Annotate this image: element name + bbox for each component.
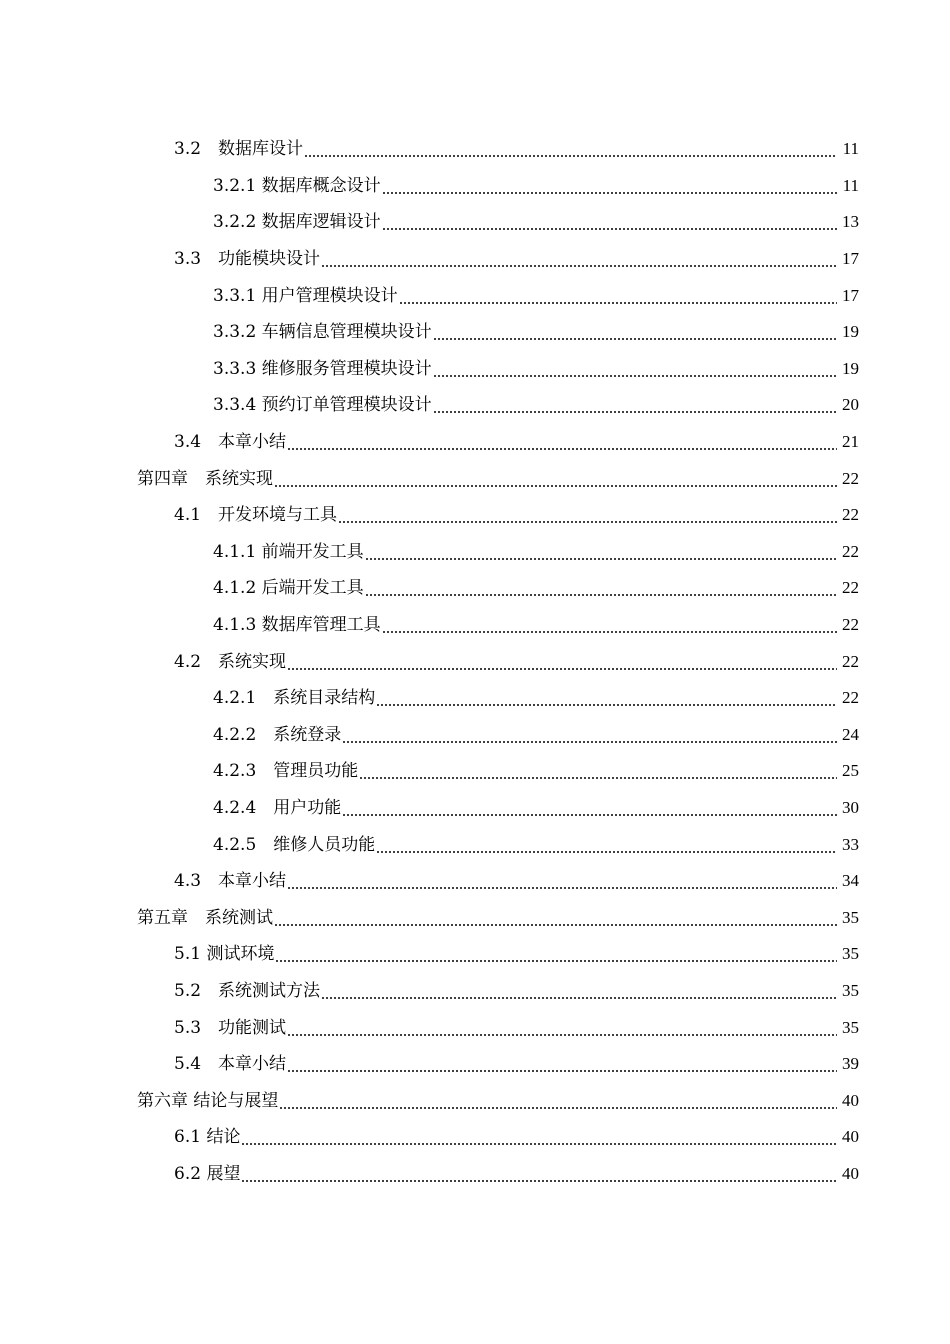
- toc-entry-page-number: 35: [842, 907, 859, 927]
- toc-entry-page-number: 19: [842, 358, 859, 378]
- toc-entry-page-number: 17: [842, 249, 859, 269]
- toc-entry-page-number: 25: [842, 761, 859, 781]
- toc-entry[interactable]: [0, 717, 950, 754]
- toc-dot-leader: [365, 542, 837, 562]
- toc-entry-page-number: 11: [842, 175, 859, 195]
- toc-dot-leader: [382, 176, 837, 196]
- toc-entry-label: 4.2.4 用户功能: [213, 797, 342, 818]
- toc-dot-leader: [342, 725, 837, 745]
- toc-dot-leader: [287, 1018, 837, 1038]
- toc-dot-leader: [433, 359, 837, 379]
- toc-entry-label: 5.3 功能测试: [174, 1017, 287, 1038]
- toc-entry-page-number: 22: [842, 578, 859, 598]
- toc-entry[interactable]: [0, 1046, 950, 1083]
- toc-entry[interactable]: [0, 826, 950, 863]
- toc-dot-leader: [359, 761, 837, 781]
- toc-dot-leader: [399, 286, 837, 306]
- toc-entry[interactable]: [0, 936, 950, 973]
- toc-entry[interactable]: [0, 1156, 950, 1193]
- toc-entry-label: 3.2.1 数据库概念设计: [213, 175, 381, 196]
- toc-entry[interactable]: [0, 1082, 950, 1119]
- toc-entry-page-number: 30: [842, 797, 859, 817]
- toc-dot-leader: [275, 944, 837, 964]
- toc-entry[interactable]: [0, 204, 950, 241]
- toc-entry-page-number: 22: [842, 541, 859, 561]
- toc-dot-leader: [376, 835, 837, 855]
- toc-entry-label: 4.2.2 系统登录: [213, 724, 342, 745]
- toc-entry-page-number: 33: [842, 834, 859, 854]
- toc-dot-leader: [342, 798, 837, 818]
- toc-dot-leader: [321, 249, 837, 269]
- toc-entry-page-number: 22: [842, 688, 859, 708]
- toc-entry[interactable]: [0, 680, 950, 717]
- toc-entry-page-number: 22: [842, 468, 859, 488]
- toc-dot-leader: [287, 871, 837, 891]
- toc-dot-leader: [287, 1054, 837, 1074]
- toc-dot-leader: [279, 1091, 837, 1111]
- toc-entry-label: 5.2 系统测试方法: [174, 980, 321, 1001]
- toc-entry[interactable]: [0, 1009, 950, 1046]
- toc-dot-leader: [376, 688, 837, 708]
- toc-dot-leader: [287, 432, 837, 452]
- toc-entry-page-number: 17: [842, 285, 859, 305]
- toc-entry[interactable]: [0, 168, 950, 205]
- toc-entry[interactable]: [0, 753, 950, 790]
- toc-entry-label: 6.1 结论: [174, 1127, 241, 1148]
- toc-dot-leader: [304, 139, 837, 159]
- toc-entry-label: 4.2.5 维修人员功能: [213, 834, 376, 855]
- toc-entry-label: 第五章 系统测试: [137, 907, 273, 928]
- toc-entry-label: 第六章 结论与展望: [137, 1090, 279, 1111]
- toc-dot-leader: [382, 615, 837, 635]
- toc-entry-page-number: 35: [842, 1017, 859, 1037]
- toc-entry[interactable]: [0, 131, 950, 168]
- table-of-contents: [0, 131, 950, 1192]
- toc-entry[interactable]: [0, 863, 950, 900]
- toc-entry-page-number: 34: [842, 871, 859, 891]
- toc-entry-label: 4.1.1 前端开发工具: [213, 541, 364, 562]
- toc-entry-page-number: 21: [842, 432, 859, 452]
- toc-entry[interactable]: [0, 314, 950, 351]
- toc-dot-leader: [287, 652, 837, 672]
- toc-entry-label: 4.1 开发环境与工具: [174, 505, 338, 526]
- toc-dot-leader: [241, 1164, 837, 1184]
- toc-entry-page-number: 22: [842, 615, 859, 635]
- toc-dot-leader: [321, 981, 837, 1001]
- toc-entry-label: 3.3.1 用户管理模块设计: [213, 285, 398, 306]
- toc-dot-leader: [338, 505, 837, 525]
- toc-entry[interactable]: [0, 241, 950, 278]
- toc-entry-label: 6.2 展望: [174, 1163, 241, 1184]
- toc-entry[interactable]: [0, 534, 950, 571]
- toc-entry-page-number: 13: [842, 212, 859, 232]
- toc-entry[interactable]: [0, 460, 950, 497]
- toc-entry[interactable]: [0, 973, 950, 1010]
- toc-dot-leader: [365, 578, 837, 598]
- toc-dot-leader: [274, 469, 837, 489]
- toc-entry-label: 3.2 数据库设计: [174, 139, 304, 160]
- toc-entry[interactable]: [0, 277, 950, 314]
- toc-entry-label: 4.1.2 后端开发工具: [213, 578, 364, 599]
- toc-entry-label: 4.2.1 系统目录结构: [213, 688, 376, 709]
- toc-entry-page-number: 22: [842, 651, 859, 671]
- toc-entry[interactable]: [0, 899, 950, 936]
- toc-dot-leader: [433, 395, 837, 415]
- toc-entry[interactable]: [0, 497, 950, 534]
- toc-entry[interactable]: [0, 607, 950, 644]
- toc-entry-label: 3.3 功能模块设计: [174, 249, 321, 270]
- toc-entry-label: 第四章 系统实现: [137, 468, 273, 489]
- toc-entry-page-number: 40: [842, 1163, 859, 1183]
- toc-entry-page-number: 35: [842, 980, 859, 1000]
- toc-entry-page-number: 39: [842, 1054, 859, 1074]
- toc-dot-leader: [241, 1127, 837, 1147]
- toc-dot-leader: [382, 212, 837, 232]
- toc-entry-page-number: 40: [842, 1090, 859, 1110]
- toc-entry-label: 4.3 本章小结: [174, 871, 287, 892]
- toc-entry-label: 4.1.3 数据库管理工具: [213, 615, 381, 636]
- toc-entry-label: 5.4 本章小结: [174, 1054, 287, 1075]
- toc-entry-label: 5.1 测试环境: [174, 944, 275, 965]
- toc-entry-label: 3.2.2 数据库逻辑设计: [213, 212, 381, 233]
- toc-entry-page-number: 35: [842, 944, 859, 964]
- toc-entry[interactable]: [0, 643, 950, 680]
- toc-entry-label: 3.3.3 维修服务管理模块设计: [213, 358, 432, 379]
- toc-entry[interactable]: [0, 424, 950, 461]
- toc-entry-page-number: 19: [842, 322, 859, 342]
- toc-entry-label: 3.4 本章小结: [174, 432, 287, 453]
- toc-entry-page-number: 22: [842, 505, 859, 525]
- toc-entry-page-number: 40: [842, 1127, 859, 1147]
- toc-entry[interactable]: [0, 1119, 950, 1156]
- toc-entry-page-number: 24: [842, 724, 859, 744]
- toc-entry-page-number: 11: [842, 139, 859, 159]
- toc-entry[interactable]: [0, 387, 950, 424]
- toc-dot-leader: [274, 908, 837, 928]
- toc-entry-label: 3.3.4 预约订单管理模块设计: [213, 395, 432, 416]
- toc-entry[interactable]: [0, 570, 950, 607]
- toc-dot-leader: [433, 322, 837, 342]
- toc-entry-label: 3.3.2 车辆信息管理模块设计: [213, 322, 432, 343]
- toc-entry[interactable]: [0, 351, 950, 388]
- toc-entry[interactable]: [0, 790, 950, 827]
- toc-entry-label: 4.2 系统实现: [174, 651, 287, 672]
- toc-entry-label: 4.2.3 管理员功能: [213, 761, 359, 782]
- toc-entry-page-number: 20: [842, 395, 859, 415]
